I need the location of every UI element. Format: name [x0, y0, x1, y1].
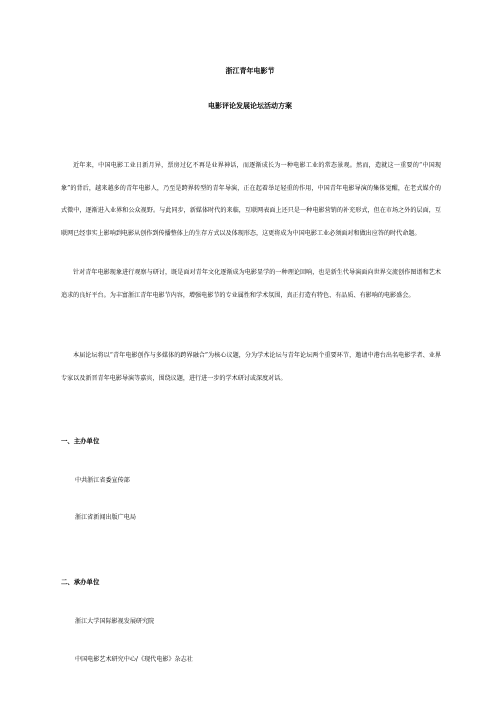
paragraph-theme	[61, 345, 441, 390]
host-item: 中国电影艺术研究中心/《现代电影》杂志社	[75, 656, 193, 663]
section-heading-hosts: 二、承办单位	[61, 578, 100, 586]
paragraph-intro	[61, 155, 441, 245]
paragraph-theme-text: 本届论坛将以“青年电影创作与多媒体的跨界融合”为核心议题，分为学术论坛与青年论坛两个重要环节，邀请中港台出名电影学者、业界专家以及新晋青年电影导演等嘉宾，围绕议题，进行进一步的学术研讨或深度对话。	[61, 352, 441, 382]
document-title: 浙江青年电影节	[225, 67, 275, 75]
document-subtitle: 电影评论发展论坛活动方案	[208, 102, 292, 110]
section-heading-organizers: 一、主办单位	[61, 437, 100, 445]
organizer-item: 浙江省新闻出版广电局	[75, 514, 136, 521]
paragraph-purpose-text: 针对青年电影现象进行观察与研讨，既是面对青年文化逐渐成为电影显学的一种理论回响，也是新生代导演面向世界交流创作图谱和艺术追求的良好平台。为丰富浙江青年电影节内容，增强电影节的专业属性和学术氛围，真正打造有特色、有品质、有影响的电影盛会。	[61, 269, 441, 299]
paragraph-purpose	[61, 262, 441, 307]
host-item: 浙江大学国际影视发展研究院	[75, 618, 155, 625]
paragraph-intro-text: 近年来，中国电影工业日新月异，票房过亿不再是业界神话，而逐渐成长为一种电影工业的常态景观。然而，造就这一重要的“中国现象”的背后，越来越多的青年电影人，乃至是跨界转型的青年导演，正在起着举足轻重的作用，中国青年电影导演的集体觉醒，在老式媒介的式微中，逐渐进入业界和公众视野。与此同步，新媒体时代的来临，互联网表面上还只是一种电影营销的补充形式，但在市场之外的层面，互联网已经事实上影响到电影从创作到传播整体上的生存方式以及体现形态，这更将成为中国电影工业必须面对和做出应答的时代命题。	[61, 162, 441, 237]
organizer-item: 中共浙江省委宣传部	[75, 477, 130, 484]
